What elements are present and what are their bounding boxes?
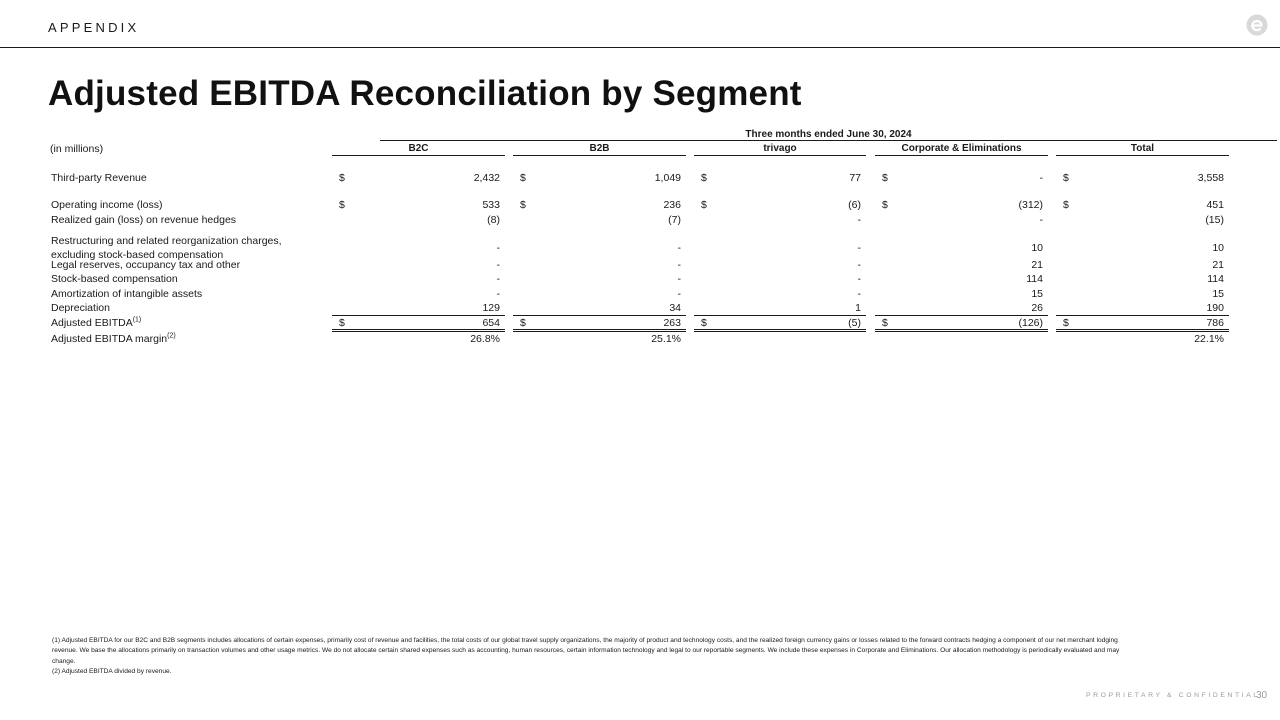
table-cell (1056, 258, 1229, 272)
cell-value: - (677, 273, 681, 285)
table-cell (875, 258, 1048, 272)
cell-value: (7) (668, 214, 681, 226)
currency-symbol: $ (882, 199, 888, 211)
cell-value: - (1039, 214, 1043, 226)
subtotal-rule (1056, 315, 1229, 316)
table-cell (875, 198, 1048, 212)
cell-value: - (857, 242, 861, 254)
cell-value: 22.1% (1194, 333, 1224, 345)
subtotal-rule (694, 315, 866, 316)
table-cell (875, 241, 1048, 255)
section-label: APPENDIX (48, 20, 140, 35)
table-cell (513, 316, 686, 330)
row-label (51, 258, 240, 272)
row-label (51, 272, 178, 286)
header-divider (0, 47, 1280, 48)
table-cell (1056, 213, 1229, 227)
table-cell (1056, 171, 1229, 185)
column-header-divider (332, 155, 505, 156)
row-label (51, 332, 176, 346)
cell-value: - (496, 242, 500, 254)
table-cell (875, 301, 1048, 315)
table-cell (332, 198, 505, 212)
cell-value: (15) (1205, 214, 1224, 226)
cell-value: (8) (487, 214, 500, 226)
table-cell (332, 332, 505, 346)
cell-value: 654 (482, 317, 500, 329)
table-cell (513, 272, 686, 286)
row-label (51, 234, 282, 248)
cell-value: - (496, 273, 500, 285)
table-cell (332, 241, 505, 255)
cell-value: (5) (848, 317, 861, 329)
table-cell (694, 316, 866, 330)
table-cell (875, 332, 1048, 346)
cell-value: - (677, 242, 681, 254)
table-row (48, 258, 1230, 272)
column-header: Total (1130, 143, 1155, 154)
cell-value: 34 (669, 302, 681, 314)
cell-value: - (1039, 172, 1043, 184)
cell-value: (312) (1018, 199, 1043, 211)
cell-value: 3,558 (1197, 172, 1224, 184)
table-cell (694, 272, 866, 286)
row-label-text: Operating income (loss) (51, 199, 163, 211)
table-cell (1056, 316, 1229, 330)
table-cell (513, 258, 686, 272)
table-cell (513, 287, 686, 301)
table-cell (1056, 287, 1229, 301)
column-header-divider (694, 155, 866, 156)
table-row (48, 213, 1230, 227)
currency-symbol: $ (1063, 317, 1069, 329)
currency-symbol: $ (520, 172, 526, 184)
currency-symbol: $ (882, 172, 888, 184)
period-divider (380, 140, 1277, 141)
expedia-logo-icon (1246, 14, 1268, 36)
table-cell (694, 258, 866, 272)
table-cell (513, 171, 686, 185)
cell-value: 236 (663, 199, 681, 211)
currency-symbol: $ (339, 199, 345, 211)
row-label (51, 316, 141, 330)
cell-value: 77 (849, 172, 861, 184)
column-header-divider (875, 155, 1048, 156)
row-label (51, 301, 110, 315)
column-header: trivago (763, 143, 797, 154)
currency-symbol: $ (1063, 199, 1069, 211)
footnotes (52, 636, 1132, 677)
currency-symbol: $ (882, 317, 888, 329)
table-cell (875, 316, 1048, 330)
currency-symbol: $ (520, 317, 526, 329)
cell-value: 15 (1031, 288, 1043, 300)
cell-value: 15 (1212, 288, 1224, 300)
table-cell (513, 213, 686, 227)
table-cell (332, 258, 505, 272)
cell-value: 190 (1206, 302, 1224, 314)
table-cell (694, 171, 866, 185)
cell-value: (126) (1018, 317, 1043, 329)
cell-value: 263 (663, 317, 681, 329)
subtotal-rule (513, 315, 686, 316)
row-label (51, 213, 236, 227)
cell-value: 451 (1206, 199, 1224, 211)
table-row (48, 287, 1230, 301)
table-cell (1056, 198, 1229, 212)
cell-value: 1,049 (654, 172, 681, 184)
subtotal-rule (875, 315, 1048, 316)
table-row (48, 171, 1230, 185)
row-label-text: Depreciation (51, 302, 110, 314)
cell-value: - (857, 214, 861, 226)
table-cell (332, 213, 505, 227)
row-label (51, 287, 202, 301)
table-cell (513, 332, 686, 346)
table-cell (694, 332, 866, 346)
column-header-divider (513, 155, 686, 156)
currency-symbol: $ (701, 199, 707, 211)
cell-value: 21 (1031, 259, 1043, 271)
column-header: B2C (408, 143, 429, 154)
table-cell (875, 171, 1048, 185)
table-cell (332, 287, 505, 301)
cell-value: - (677, 288, 681, 300)
units-label: (in millions) (50, 143, 104, 155)
cell-value: - (857, 273, 861, 285)
row-label-text: Adjusted EBITDA margin (51, 333, 168, 345)
cell-value: - (496, 259, 500, 271)
table-cell (1056, 272, 1229, 286)
currency-symbol: $ (339, 172, 345, 184)
table-cell (694, 287, 866, 301)
table-cell (875, 213, 1048, 227)
page-number: 30 (1256, 690, 1268, 701)
table-cell (875, 272, 1048, 286)
row-label-continuation: excluding stock-based compensation (51, 249, 224, 261)
table-cell (332, 272, 505, 286)
row-label (51, 171, 147, 185)
cell-value: 10 (1031, 242, 1043, 254)
table-row (48, 301, 1230, 315)
cell-value: 25.1% (651, 333, 681, 345)
row-label-text: Restructuring and related reorganization charges, (51, 235, 282, 247)
table-cell (1056, 301, 1229, 315)
row-label (51, 198, 162, 212)
table-row (48, 332, 1230, 346)
cell-value: - (857, 259, 861, 271)
cell-value: 10 (1212, 242, 1224, 254)
table-cell (694, 241, 866, 255)
table-cell (332, 171, 505, 185)
cell-value: - (857, 288, 861, 300)
table-row (48, 272, 1230, 286)
footnote-2: (2) Adjusted EBITDA divided by revenue. (52, 667, 172, 675)
currency-symbol: $ (339, 317, 345, 329)
cell-value: (6) (848, 199, 861, 211)
cell-value: 26.8% (470, 333, 500, 345)
table-cell (1056, 241, 1229, 255)
currency-symbol: $ (520, 199, 526, 211)
cell-value: 129 (482, 302, 500, 314)
cell-value: 2,432 (473, 172, 500, 184)
table-cell (1056, 332, 1229, 346)
row-label-text: Adjusted EBITDA (51, 317, 133, 329)
table-row (48, 234, 1230, 261)
table-cell (694, 198, 866, 212)
column-header: Corporate & Eliminations (901, 143, 1022, 154)
currency-symbol: $ (701, 172, 707, 184)
table-cell (513, 241, 686, 255)
table-row (48, 316, 1230, 330)
footnote-1: (1) Adjusted EBITDA for our B2C and B2B segments includes allocations of certain expenses, primarily cost of revenue and facilities, the total costs of our global travel supply organizations, the majority of product and technology costs, and the realized foreign currency gains or losses related to the forward contracts hedging a component of our net merchant lodging revenue. We base the allocations primarily on transaction volumes and other usage metrics. We do not allocate certain shared expenses such as accounting, human resources, certain information technology and legal to our reportable segments. We include these expenses in Corporate and Eliminations. Our allocation methodology is periodically evaluated and may change. (52, 637, 1120, 665)
table-cell (332, 316, 505, 330)
table-cell (875, 287, 1048, 301)
cell-value: 533 (482, 199, 500, 211)
footnote-marker: (1) (132, 316, 142, 324)
table-cell (513, 198, 686, 212)
cell-value: 786 (1206, 317, 1224, 329)
column-header-divider (1056, 155, 1229, 156)
footnote-marker: (2) (167, 332, 176, 340)
subtotal-rule (332, 315, 505, 316)
row-label-text: Third-party Revenue (51, 172, 147, 184)
cell-value: - (677, 259, 681, 271)
column-header: B2B (589, 143, 610, 154)
table-row (48, 198, 1230, 212)
cell-value: 114 (1207, 273, 1224, 285)
page-title: Adjusted EBITDA Reconciliation by Segment (48, 74, 802, 113)
cell-value: 21 (1212, 259, 1224, 271)
currency-symbol: $ (1063, 172, 1069, 184)
row-label-text: Legal reserves, occupancy tax and other (51, 259, 241, 271)
table-cell (332, 301, 505, 315)
cell-value: - (496, 288, 500, 300)
row-label-text: Amortization of intangible assets (51, 288, 203, 300)
row-label-text: Stock-based compensation (51, 273, 178, 285)
row-label-text: Realized gain (loss) on revenue hedges (51, 214, 237, 226)
table-cell (694, 301, 866, 315)
table-cell (694, 213, 866, 227)
cell-value: 26 (1031, 302, 1043, 314)
confidential-label: PROPRIETARY & CONFIDENTIAL (1086, 692, 1260, 699)
cell-value: 114 (1026, 273, 1043, 285)
period-label: Three months ended June 30, 2024 (745, 129, 912, 140)
currency-symbol: $ (701, 317, 707, 329)
table-cell (513, 301, 686, 315)
cell-value: 1 (855, 302, 861, 314)
